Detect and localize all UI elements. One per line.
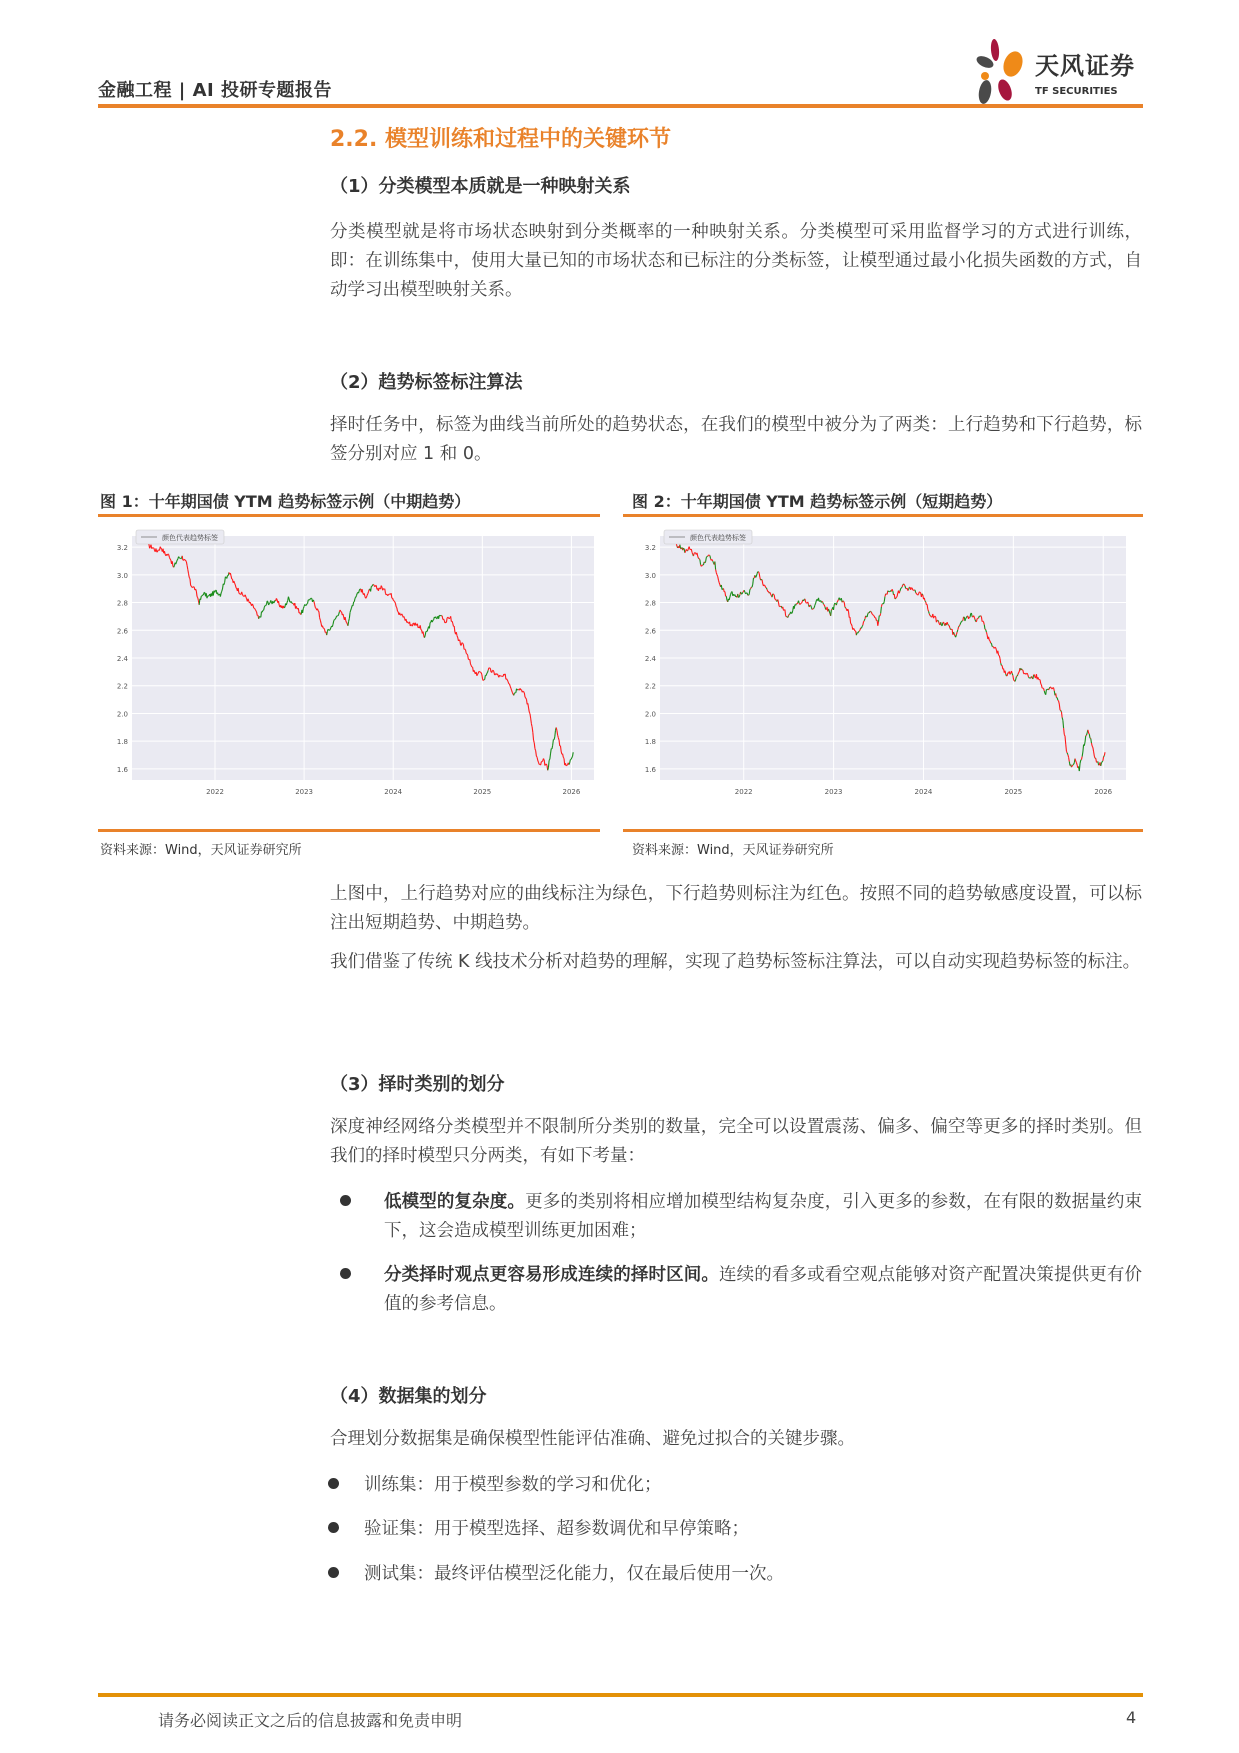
bullet-dot-icon xyxy=(340,1268,351,1279)
svg-text:颜色代表趋势标签: 颜色代表趋势标签 xyxy=(690,534,746,542)
svg-text:3.2: 3.2 xyxy=(116,544,128,553)
header-divider xyxy=(98,104,1143,108)
svg-text:2024: 2024 xyxy=(384,788,403,796)
svg-text:2.2: 2.2 xyxy=(116,682,128,691)
paragraph-algorithm: 我们借鉴了传统 K 线技术分析对趋势的理解，实现了趋势标签标注算法，可以自动实现趋势标签的标注。 xyxy=(330,952,1141,972)
bullet-bold-lead: 低模型的复杂度。 xyxy=(384,1192,526,1212)
logo-chinese-name: 天风证券 xyxy=(1035,52,1135,80)
line-chart-2 xyxy=(632,528,1132,800)
svg-text:1.6: 1.6 xyxy=(116,765,128,774)
figure-1-top-rule xyxy=(98,514,600,517)
bullet-item xyxy=(340,1188,1143,1246)
svg-text:2.0: 2.0 xyxy=(644,710,656,719)
bullet-bold-lead: 分类择时观点更容易形成连续的择时区间。 xyxy=(384,1265,719,1285)
svg-text:3.2: 3.2 xyxy=(644,544,656,553)
bullet-item xyxy=(340,1261,1143,1319)
svg-text:2.8: 2.8 xyxy=(644,599,656,608)
svg-text:2.4: 2.4 xyxy=(116,655,128,663)
svg-text:2025: 2025 xyxy=(1004,788,1023,796)
figure-2-title: 图 2：十年期国债 YTM 趋势标签示例（短期趋势） xyxy=(632,492,1003,511)
svg-text:3.0: 3.0 xyxy=(116,571,128,580)
figure-2-bottom-rule xyxy=(623,829,1143,832)
svg-text:颜色代表趋势标签: 颜色代表趋势标签 xyxy=(162,534,218,542)
footer-divider xyxy=(98,1693,1143,1697)
bullet-dot-icon xyxy=(328,1522,339,1533)
svg-text:2.6: 2.6 xyxy=(116,627,128,636)
svg-text:2025: 2025 xyxy=(473,788,492,796)
svg-text:1.8: 1.8 xyxy=(116,738,128,747)
svg-text:2026: 2026 xyxy=(562,788,581,796)
figure-2-chart xyxy=(632,528,1132,800)
bullet-dot-icon xyxy=(328,1478,339,1489)
flower-logo-icon xyxy=(975,38,1035,104)
svg-text:2.2: 2.2 xyxy=(644,682,656,691)
bullet-text: 测试集：最终评估模型泛化能力，仅在最后使用一次。 xyxy=(364,1564,784,1584)
figure-1-source: 资料来源：Wind，天风证券研究所 xyxy=(100,843,302,858)
figure-2-source: 资料来源：Wind，天风证券研究所 xyxy=(632,843,834,858)
bullet-item xyxy=(328,1515,1128,1544)
svg-text:3.0: 3.0 xyxy=(644,571,656,580)
svg-text:2022: 2022 xyxy=(734,788,753,796)
bullet-text: 训练集：用于模型参数的学习和优化； xyxy=(364,1475,662,1495)
paragraph-2: 择时任务中，标签为曲线当前所处的趋势状态，在我们的模型中被分为了两类：上行趋势和下行趋势，标签分别对应 1 和 0。 xyxy=(330,415,1142,464)
bullet-text: 验证集：用于模型选择、超参数调优和早停策略； xyxy=(364,1519,749,1539)
svg-text:2023: 2023 xyxy=(295,788,314,796)
svg-text:2.4: 2.4 xyxy=(644,655,656,663)
paragraph-4: 合理划分数据集是确保模型性能评估准确、避免过拟合的关键步骤。 xyxy=(330,1429,855,1449)
subheading-3: （3）择时类别的划分 xyxy=(330,1074,505,1095)
chart-legend xyxy=(664,530,752,544)
svg-text:1.8: 1.8 xyxy=(644,738,656,747)
subheading-2: （2）趋势标签标注算法 xyxy=(330,372,523,393)
report-header-title: 金融工程 | AI 投研专题报告 xyxy=(98,80,333,101)
bullet-dot-icon xyxy=(328,1567,339,1578)
footer-disclaimer: 请务必阅读正文之后的信息披露和免责申明 xyxy=(158,1711,463,1730)
chart-legend xyxy=(136,530,224,544)
bullet-item xyxy=(328,1471,1128,1500)
subheading-1: （1）分类模型本质就是一种映射关系 xyxy=(330,176,631,197)
svg-text:1.6: 1.6 xyxy=(644,765,656,774)
svg-text:2024: 2024 xyxy=(914,788,933,796)
page-number: 4 xyxy=(1126,1708,1137,1727)
company-logo xyxy=(975,38,1145,104)
svg-text:2023: 2023 xyxy=(824,788,843,796)
figure-1-title: 图 1：十年期国债 YTM 趋势标签示例（中期趋势） xyxy=(100,492,471,511)
paragraph-1: 分类模型就是将市场状态映射到分类概率的一种映射关系。分类模型可采用监督学习的方式进行训练，即：在训练集中，使用大量已知的市场状态和已标注的分类标签，让模型通过最小化损失函数的方式，自动学习出模型映射关系。 xyxy=(330,222,1142,300)
paragraph-fig-explain: 上图中，上行趋势对应的曲线标注为绿色，下行趋势则标注为红色。按照不同的趋势敏感度设置，可以标注出短期趋势、中期趋势。 xyxy=(330,884,1142,933)
logo-english-name: TF SECURITIES xyxy=(1035,86,1118,97)
paragraph-3: 深度神经网络分类模型并不限制所分类别的数量，完全可以设置震荡、偏多、偏空等更多的择时类别。但我们的择时模型只分两类，有如下考量： xyxy=(330,1117,1142,1166)
section-title: 2.2. 模型训练和过程中的关键环节 xyxy=(330,127,671,152)
svg-text:2.6: 2.6 xyxy=(644,627,656,636)
line-chart-1 xyxy=(104,528,600,800)
svg-text:2.8: 2.8 xyxy=(116,599,128,608)
figure-1-chart xyxy=(104,528,600,800)
figure-1-bottom-rule xyxy=(98,829,600,832)
subheading-4: （4）数据集的划分 xyxy=(330,1386,487,1407)
bullet-text: 连续的看多或看空观点能够对资产配置决策提供更有价值的参考信息。 xyxy=(384,1265,1143,1314)
bullet-text: 更多的类别将相应增加模型结构复杂度，引入更多的参数，在有限的数据量约束下，这会造成模型训练更加困难； xyxy=(384,1192,1143,1241)
svg-text:2022: 2022 xyxy=(206,788,224,796)
bullet-dot-icon xyxy=(340,1195,351,1206)
bullet-item xyxy=(328,1560,1128,1589)
svg-text:2.0: 2.0 xyxy=(116,710,128,719)
svg-text:2026: 2026 xyxy=(1094,788,1113,796)
figure-2-top-rule xyxy=(623,514,1143,517)
